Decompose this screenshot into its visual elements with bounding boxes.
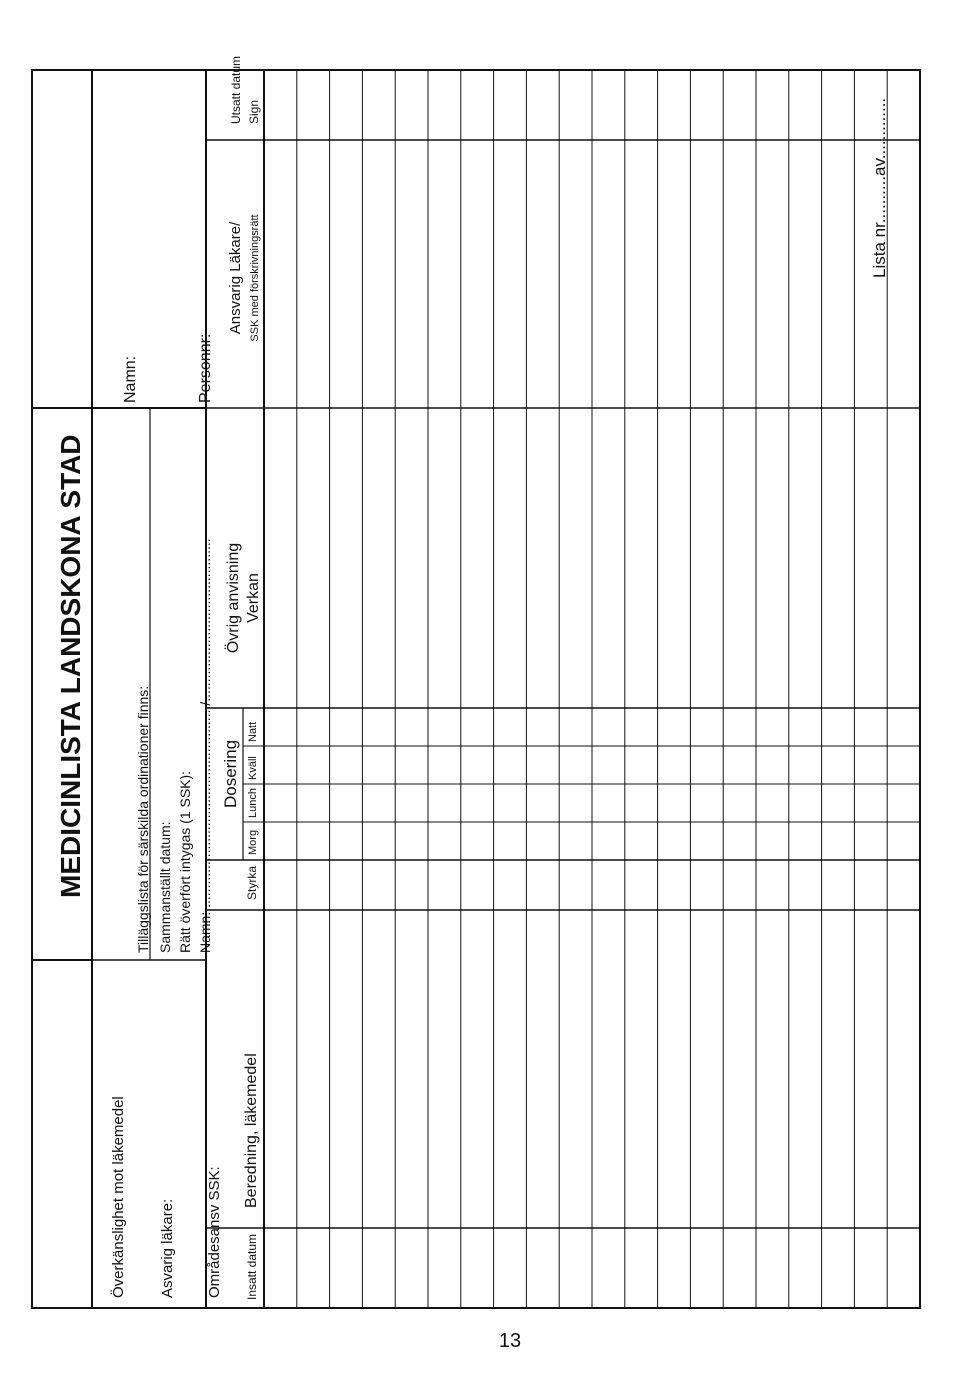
column-sign: Sign <box>247 99 261 124</box>
form-border <box>32 70 920 1308</box>
column-preparation: Beredning, läkemedel <box>243 1053 260 1208</box>
table-grid <box>206 70 920 1308</box>
dosing-night: Natt <box>247 721 259 742</box>
patient-name-label: Namn: <box>122 355 139 403</box>
column-effect: Verkan <box>245 573 262 623</box>
dosing-morning: Morg <box>247 829 259 855</box>
doctor-label: Asvarig läkare: <box>159 1198 176 1298</box>
dosing-evening: Kväll <box>247 756 259 780</box>
personnr-label: Personnr: <box>197 333 214 403</box>
column-strength: Styrka <box>245 865 259 900</box>
column-responsible-doctor: Ansvarig Läkare/ <box>227 221 244 335</box>
column-other-instructions: Övrig anvisning <box>225 542 242 654</box>
supplementary-label: Tilläggslista för särskilda ordinationer finns: <box>135 685 151 953</box>
dosing-lunch: Lunch <box>247 788 259 818</box>
list-number-label: Lista nr..........av............. <box>870 97 889 278</box>
compiled-date-label: Sammanställt datum: <box>157 821 173 953</box>
form-title: MEDICINLISTA LANDSKONA STAD <box>55 434 86 898</box>
column-discontinued-date: Utsatt datum <box>229 55 243 124</box>
column-dosing: Dosering <box>221 739 240 808</box>
area-nurse-label: Områdesansv SSK: <box>206 1166 223 1298</box>
rotated-form-sheet <box>32 56 920 1308</box>
allergy-label: Överkänslighet mot läkemedel <box>110 1096 127 1298</box>
page-number: 13 <box>498 1330 522 1352</box>
column-responsible-doctor-sub: SSK med förskrivningsrätt <box>249 214 261 342</box>
column-inserted-date: Insatt datum <box>245 1233 259 1300</box>
verified-label: Rätt överfört intygas (1 SSK): <box>177 770 193 953</box>
signature-name-line: Namn:...................................................../.......................................... <box>197 538 213 953</box>
